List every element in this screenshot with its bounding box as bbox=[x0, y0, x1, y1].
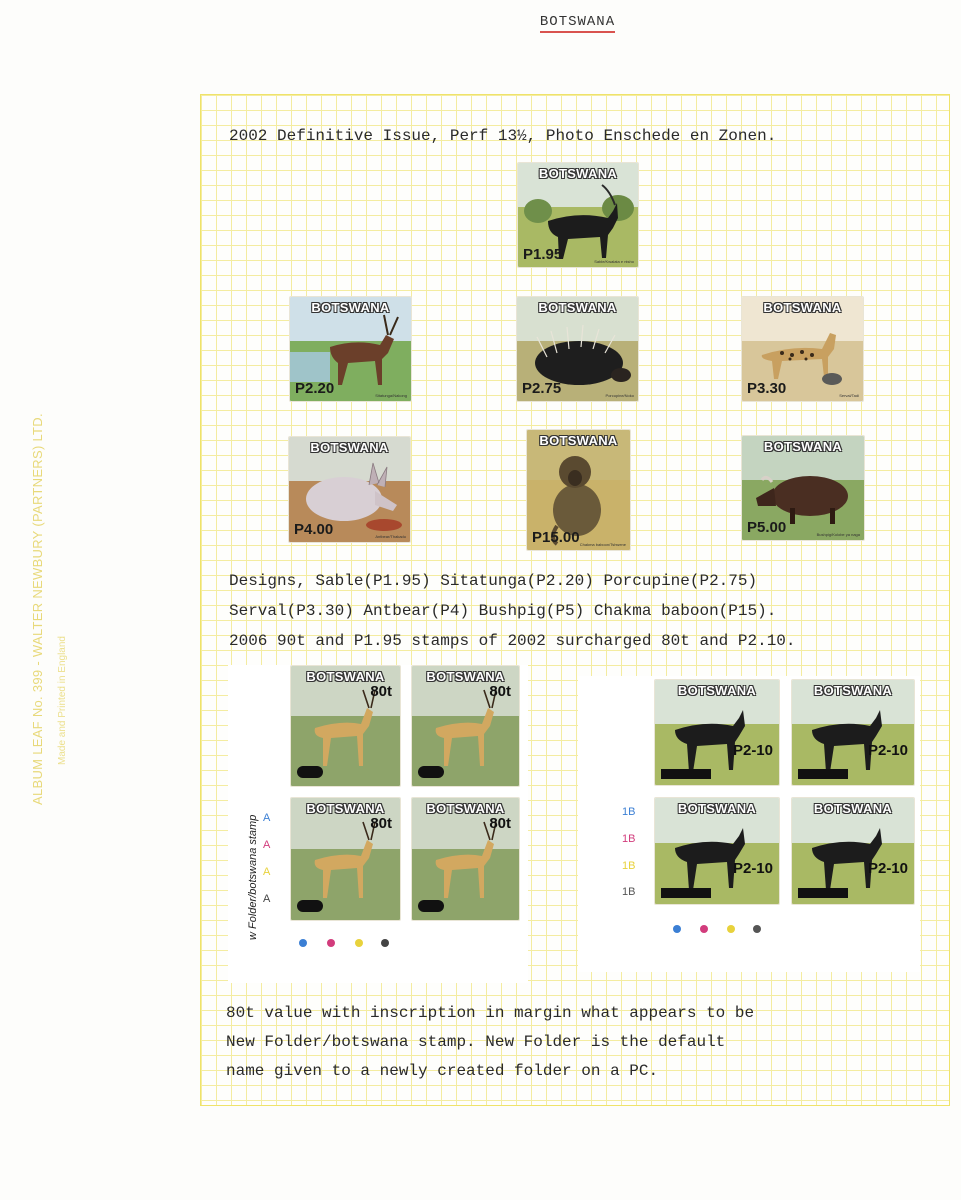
note-line-2: New Folder/botswana stamp. New Folder is the default bbox=[226, 1033, 726, 1051]
designs-line-1: Designs, Sable(P1.95) Sitatunga(P2.20) Porcupine(P2.75) bbox=[229, 572, 758, 590]
note-line-3: name given to a newly created folder on a PC. bbox=[226, 1062, 659, 1080]
plate-number: 1B bbox=[622, 833, 636, 845]
obliterating-bar bbox=[297, 766, 323, 778]
stamp-country: BOTSWANA bbox=[763, 300, 842, 315]
made-in-text: Made and Printed in England bbox=[57, 636, 68, 765]
colour-dot bbox=[355, 939, 363, 947]
block-left-stamp bbox=[412, 666, 519, 786]
obliterating-bar bbox=[418, 766, 444, 778]
stamp-value: P2.75 bbox=[522, 380, 562, 397]
margin-inscription: w Folder/botswana stamp bbox=[247, 814, 259, 940]
stamp-caption: Sable/Kwalata e ntsho bbox=[594, 259, 634, 264]
surcharge: 80t bbox=[370, 815, 392, 832]
album-leaf-imprint bbox=[30, 405, 70, 805]
obliterating-bar bbox=[418, 900, 444, 912]
stamp-country: BOTSWANA bbox=[310, 440, 389, 455]
stamp-serval bbox=[742, 297, 863, 401]
stamp-caption: Antbear/Thakadu bbox=[375, 534, 406, 539]
stamp-country: BOTSWANA bbox=[539, 433, 618, 448]
stamp-value: P15.00 bbox=[532, 529, 580, 546]
colour-dot bbox=[299, 939, 307, 947]
stamp-porcupine bbox=[517, 297, 638, 401]
colour-dot bbox=[327, 939, 335, 947]
block-left-stamp bbox=[412, 798, 519, 920]
plate-number: 1B bbox=[622, 860, 636, 872]
stamp-country: BOTSWANA bbox=[311, 300, 390, 315]
block-right-stamp bbox=[792, 680, 914, 785]
stamp-country: BOTSWANA bbox=[306, 669, 385, 684]
surcharge: P2-10 bbox=[867, 860, 908, 877]
stamp-country: BOTSWANA bbox=[538, 300, 617, 315]
obliterating-bar bbox=[297, 900, 323, 912]
surcharge: 80t bbox=[489, 683, 511, 700]
stamp-country: BOTSWANA bbox=[426, 801, 505, 816]
obliterating-bar bbox=[661, 888, 711, 898]
colour-dot bbox=[700, 925, 708, 933]
surcharge: P2-10 bbox=[867, 742, 908, 759]
stamp-antbear bbox=[289, 437, 410, 542]
page-title-text: BOTSWANA bbox=[540, 14, 615, 33]
publisher-text: ALBUM LEAF No. 399 - WALTER NEWBURY (PARTNERS) LTD. bbox=[30, 413, 45, 805]
stamp-country: BOTSWANA bbox=[813, 683, 893, 698]
stamp-country: BOTSWANA bbox=[306, 801, 385, 816]
page-title bbox=[0, 14, 961, 33]
stamp-caption: Bushpig/Kolobe ya naga bbox=[816, 532, 860, 537]
block-left-stamp bbox=[291, 666, 400, 786]
stamp-baboon bbox=[527, 430, 630, 550]
obliterating-bar bbox=[798, 888, 848, 898]
colour-dot bbox=[673, 925, 681, 933]
colour-dot bbox=[381, 939, 389, 947]
plate-number: A bbox=[263, 866, 271, 878]
block-right-stamp bbox=[655, 680, 779, 785]
stamp-sable bbox=[518, 163, 638, 267]
block-left-stamp bbox=[291, 798, 400, 920]
colour-dot bbox=[727, 925, 735, 933]
plate-number: A bbox=[263, 893, 271, 905]
stamp-bushpig bbox=[742, 436, 864, 540]
obliterating-bar bbox=[661, 769, 711, 779]
stamp-country: BOTSWANA bbox=[538, 166, 618, 181]
stamp-caption: Chakma baboon/Tshwene bbox=[579, 542, 626, 547]
colour-dot bbox=[753, 925, 761, 933]
stamp-country: BOTSWANA bbox=[426, 669, 505, 684]
stamp-value: P4.00 bbox=[294, 521, 334, 538]
designs-line-3: 2006 90t and P1.95 stamps of 2002 surcharged 80t and P2.10. bbox=[229, 632, 796, 650]
stamp-country: BOTSWANA bbox=[677, 683, 757, 698]
note-line-1: 80t value with inscription in margin what appears to be bbox=[226, 1004, 755, 1022]
surcharge: 80t bbox=[370, 683, 392, 700]
stamp-value: P5.00 bbox=[747, 519, 787, 536]
stamp-country: BOTSWANA bbox=[763, 439, 843, 454]
issue-heading: 2002 Definitive Issue, Perf 13½, Photo Enschede en Zonen. bbox=[229, 127, 777, 145]
plate-number: A bbox=[263, 812, 271, 824]
plate-number: 1B bbox=[622, 886, 636, 898]
stamp-country: BOTSWANA bbox=[813, 801, 893, 816]
block-right-stamp bbox=[655, 798, 779, 904]
designs-line-2: Serval(P3.30) Antbear(P4) Bushpig(P5) Chakma baboon(P15). bbox=[229, 602, 777, 620]
stamp-value: P3.30 bbox=[747, 380, 787, 397]
stamp-caption: Porcupine/Noko bbox=[605, 393, 634, 398]
surcharge: P2-10 bbox=[732, 742, 773, 759]
obliterating-bar bbox=[798, 769, 848, 779]
stamp-caption: Serval/Tadi bbox=[839, 393, 859, 398]
block-right-stamp bbox=[792, 798, 914, 904]
plate-number: A bbox=[263, 839, 271, 851]
stamp-caption: Sitatunga/Nakong bbox=[375, 393, 407, 398]
surcharge: P2-10 bbox=[732, 860, 773, 877]
plate-number: 1B bbox=[622, 806, 636, 818]
stamp-country: BOTSWANA bbox=[677, 801, 757, 816]
stamp-value: P2.20 bbox=[295, 380, 335, 397]
surcharge: 80t bbox=[489, 815, 511, 832]
stamp-value: P1.95 bbox=[523, 246, 563, 263]
stamp-sitatunga bbox=[290, 297, 411, 401]
